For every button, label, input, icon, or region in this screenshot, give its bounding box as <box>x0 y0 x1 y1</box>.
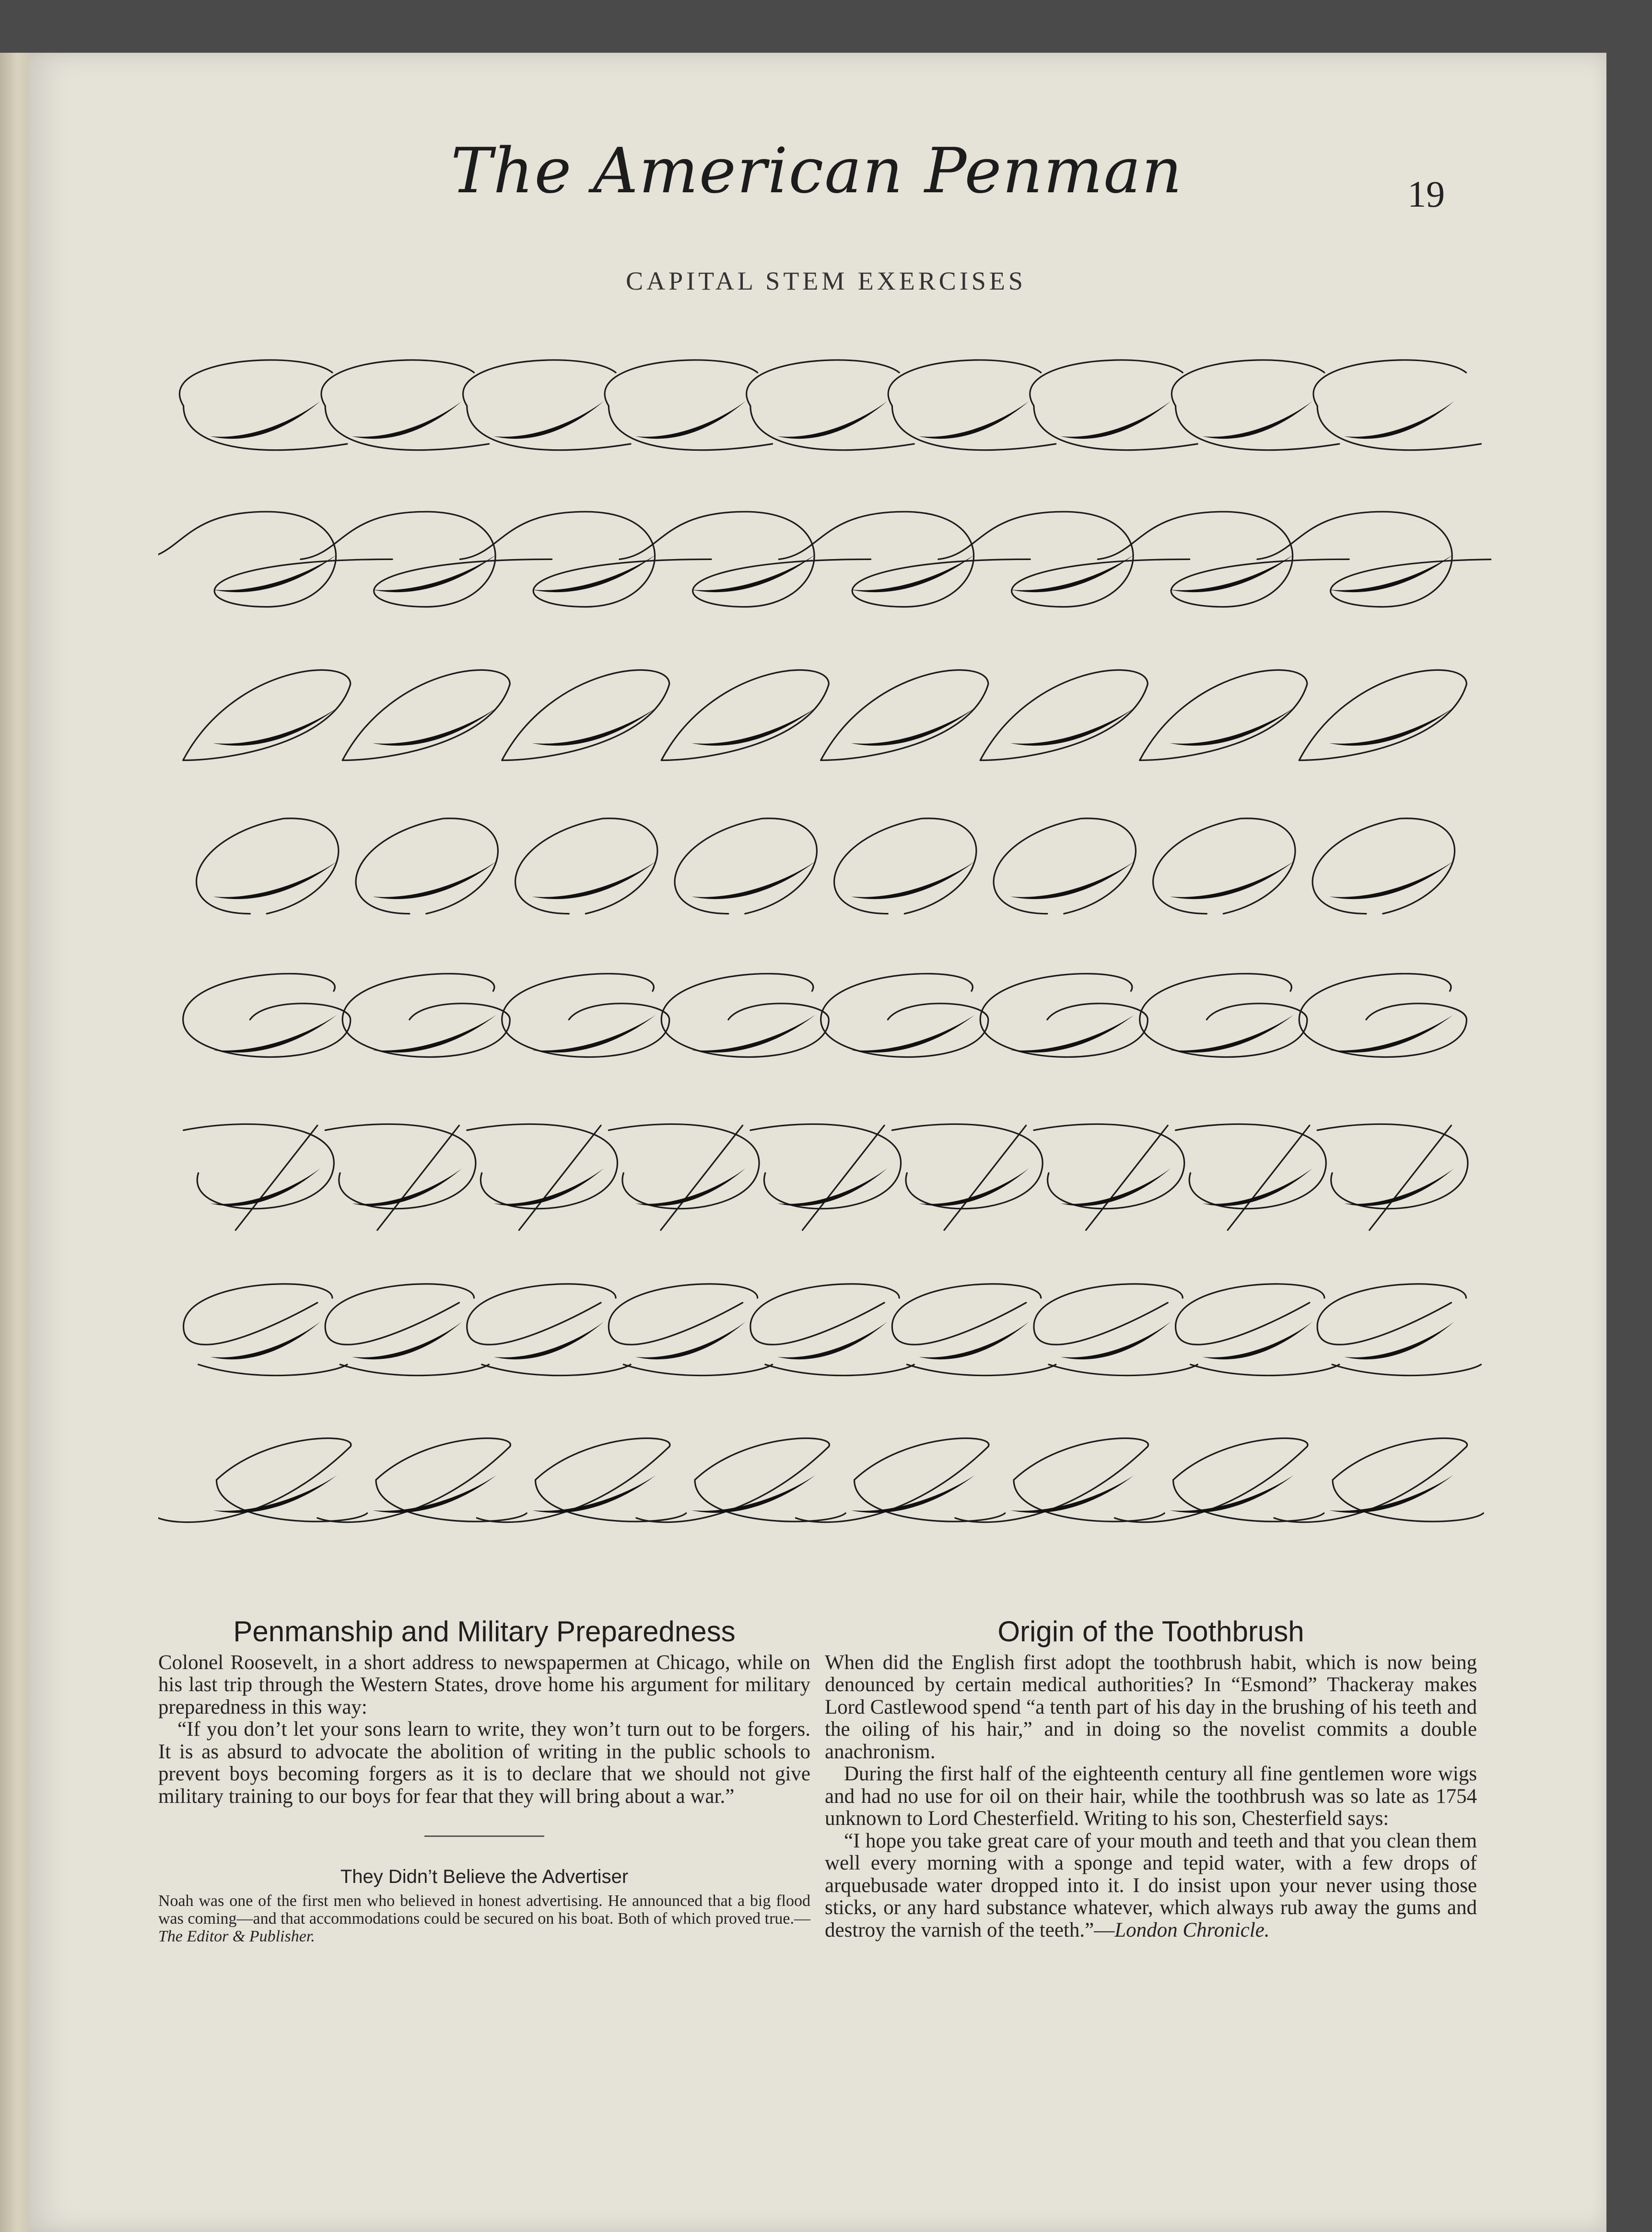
shaded-stroke <box>1010 554 1134 592</box>
capital-stem-stroke <box>1098 512 1349 607</box>
capital-stem-stroke <box>1299 670 1466 760</box>
capital-stem-stroke <box>609 1124 759 1230</box>
capital-stem-stroke <box>317 1438 527 1522</box>
shaded-stroke <box>851 1475 975 1513</box>
toothbrush-source: London Chronicle. <box>1114 1918 1270 1941</box>
shaded-stroke <box>777 1321 888 1359</box>
capital-stem-stroke <box>750 1124 901 1230</box>
capital-stem-stroke <box>1317 1284 1481 1376</box>
capital-stem-stroke <box>502 974 669 1057</box>
hairline-stroke <box>463 360 631 450</box>
capital-stem-stroke <box>1172 360 1339 450</box>
shaded-stroke <box>373 861 496 899</box>
page-number: 19 <box>1407 173 1445 215</box>
hairline-stroke <box>1176 1284 1339 1376</box>
capital-stem-stroke <box>661 670 829 760</box>
article-heading-toothbrush: Origin of the Toothbrush <box>997 1615 1304 1648</box>
capital-stem-stroke <box>477 1438 686 1522</box>
shaded-stroke <box>373 554 496 592</box>
section-divider <box>424 1835 544 1837</box>
capital-stem-stroke <box>184 1124 334 1230</box>
capital-stem-stroke <box>747 360 914 450</box>
hairline-stroke <box>609 1124 759 1230</box>
shaded-stroke <box>851 708 975 746</box>
shaded-stroke <box>1010 1475 1134 1513</box>
hairline-stroke <box>325 1124 476 1230</box>
hairline-stroke <box>1176 1124 1326 1230</box>
capital-stem-stroke <box>1312 818 1454 914</box>
capital-stem-stroke <box>821 670 988 760</box>
capital-stem-stroke <box>750 1284 914 1376</box>
shaded-stroke <box>1344 401 1454 439</box>
capital-stem-stroke <box>197 818 339 914</box>
shaded-stroke <box>635 1168 746 1206</box>
shaded-stroke <box>494 401 604 439</box>
shaded-stroke <box>494 1168 604 1206</box>
shaded-stroke <box>373 1015 496 1052</box>
hairline-stroke <box>502 974 669 1057</box>
hairline-stroke <box>888 360 1056 450</box>
article-paragraph: During the first half of the eighteenth century all fine gentlemen wore wigs and had no use for oil on their hair, while the toothbrush was so late as 1754 unknown to Lord Chesterfield. Writing to his son, Chesterfield says: <box>825 1763 1477 1830</box>
shaded-stroke <box>1061 1321 1171 1359</box>
shaded-stroke <box>213 708 337 746</box>
article-heading-penmanship: Penmanship and Military Preparedness <box>233 1615 736 1648</box>
shaded-stroke <box>213 554 337 592</box>
hairline-stroke <box>994 818 1136 914</box>
shaded-stroke <box>691 708 815 746</box>
capital-stem-stroke <box>467 1284 631 1376</box>
hairline-stroke <box>834 818 976 914</box>
capital-stem-stroke <box>325 1124 476 1230</box>
shaded-stroke <box>373 708 496 746</box>
hairline-stroke <box>779 512 1030 607</box>
facing-page-edge <box>0 53 29 2232</box>
shaded-stroke <box>532 1015 656 1052</box>
shaded-stroke <box>919 1168 1029 1206</box>
capital-stem-stroke <box>779 512 1030 607</box>
hairline-stroke <box>158 512 392 607</box>
hairline-stroke <box>516 818 657 914</box>
hairline-stroke <box>675 818 817 914</box>
hairline-stroke <box>467 1284 631 1376</box>
shaded-stroke <box>1170 861 1294 899</box>
hairline-stroke <box>197 818 339 914</box>
hairline-stroke <box>1030 360 1198 450</box>
capital-stem-stroke <box>301 512 552 607</box>
capital-stem-stroke <box>158 1438 367 1522</box>
masthead-title: The American Penman <box>451 134 1183 207</box>
hairline-stroke <box>467 1124 618 1230</box>
capital-stem-stroke <box>467 1124 618 1230</box>
shaded-stroke <box>1010 1015 1134 1052</box>
capital-stem-stroke <box>502 670 669 760</box>
shaded-stroke <box>373 1475 496 1513</box>
article-paragraph: Colonel Roosevelt, in a short address to newspapermen at Chicago, while on his last trip through the Western States, drove home his argument for military preparedness in this way: <box>158 1651 810 1718</box>
capital-stem-stroke <box>675 818 817 914</box>
hairline-stroke <box>821 974 988 1057</box>
hairline-stroke <box>892 1284 1055 1376</box>
exercise-plate-title: CAPITAL STEM EXERCISES <box>626 267 1026 295</box>
capital-stem-stroke <box>1030 360 1198 450</box>
article-paragraph: When did the English first adopt the toothbrush habit, which is now being denounced by certain medical authorities? In “Esmond” Thackeray makes Lord Castlewood spend “a tenth part of his day in the brushing of his teeth and the oiling of his hair,” and in doing so the novelist commits a double anachronism. <box>825 1651 1477 1763</box>
hairline-stroke <box>661 974 829 1057</box>
capital-stem-stroke <box>888 360 1056 450</box>
capital-stem-stroke <box>184 1284 347 1376</box>
shaded-stroke <box>352 1321 462 1359</box>
capital-stem-stroke <box>620 512 871 607</box>
capital-stem-stroke <box>821 974 988 1057</box>
hairline-stroke <box>183 974 351 1057</box>
capital-stem-stroke <box>1140 670 1307 760</box>
shaded-stroke <box>777 401 888 439</box>
capital-stem-stroke <box>183 974 351 1057</box>
shaded-stroke <box>532 861 656 899</box>
hairline-stroke <box>1140 974 1307 1057</box>
shaded-stroke <box>919 401 1029 439</box>
hairline-stroke <box>1317 1124 1468 1230</box>
shaded-stroke <box>635 1321 746 1359</box>
hairline-stroke <box>1317 1284 1481 1376</box>
article-heading-advertiser: They Didn’t Believe the Advertiser <box>340 1866 629 1887</box>
shaded-stroke <box>851 554 975 592</box>
shaded-stroke <box>691 1475 815 1513</box>
shaded-stroke <box>213 861 337 899</box>
shaded-stroke <box>210 401 320 439</box>
left-column <box>158 1615 810 1945</box>
shaded-stroke <box>777 1168 888 1206</box>
shaded-stroke <box>352 1168 462 1206</box>
hairline-stroke <box>301 512 552 607</box>
hairline-stroke <box>1034 1124 1184 1230</box>
capital-stem-stroke <box>342 974 510 1057</box>
capital-stem-stroke <box>1274 1438 1483 1522</box>
capital-stem-stroke <box>463 360 631 450</box>
shaded-stroke <box>1170 708 1294 746</box>
shaded-stroke <box>919 1321 1029 1359</box>
capital-stem-stroke <box>636 1438 845 1522</box>
shaded-stroke <box>494 1321 604 1359</box>
shaded-stroke <box>1329 554 1453 592</box>
shaded-stroke <box>532 708 656 746</box>
capital-stem-stroke <box>1176 1284 1339 1376</box>
capital-stem-stroke <box>892 1124 1043 1230</box>
shaded-stroke <box>532 554 656 592</box>
shaded-stroke <box>691 554 815 592</box>
shaded-stroke <box>1202 401 1312 439</box>
capital-stem-stroke <box>1140 974 1307 1057</box>
hairline-stroke <box>1098 512 1349 607</box>
hairline-stroke <box>938 512 1190 607</box>
penmanship-exercise-plate <box>158 326 1491 1554</box>
hairline-stroke <box>1172 360 1339 450</box>
hairline-stroke <box>605 360 773 450</box>
shaded-stroke <box>691 1015 815 1052</box>
capital-stem-stroke <box>183 670 351 760</box>
shaded-stroke <box>1329 708 1453 746</box>
shaded-stroke <box>1170 554 1294 592</box>
capital-stem-stroke <box>605 360 773 450</box>
shaded-stroke <box>213 1475 337 1513</box>
shaded-stroke <box>210 1321 320 1359</box>
shaded-stroke <box>1202 1321 1312 1359</box>
exercise-drawing <box>158 326 1491 1554</box>
capital-stem-stroke <box>1317 1124 1468 1230</box>
shaded-stroke <box>1344 1168 1454 1206</box>
hairline-stroke <box>179 360 347 450</box>
hairline-stroke <box>356 818 498 914</box>
capital-stem-stroke <box>661 974 829 1057</box>
hairline-stroke <box>620 512 871 607</box>
capital-stem-stroke <box>938 512 1190 607</box>
advertiser-text: Noah was one of the first men who believed in honest advertising. He announced that a big flood was coming—and that accommodations could be secured on his boat. Both of which proved true.— <box>158 1892 810 1928</box>
hairline-stroke <box>1312 818 1454 914</box>
capital-stem-stroke <box>158 512 392 607</box>
hairline-stroke <box>747 360 914 450</box>
hairline-stroke <box>1034 1284 1197 1376</box>
capital-stem-stroke <box>609 1284 772 1376</box>
capital-stem-stroke <box>356 818 498 914</box>
capital-stem-stroke <box>1313 360 1481 450</box>
shaded-stroke <box>1329 1015 1453 1052</box>
article-paragraph <box>825 1830 1477 1942</box>
capital-stem-stroke <box>980 974 1148 1057</box>
shaded-stroke <box>352 401 462 439</box>
hairline-stroke <box>184 1284 347 1376</box>
capital-stem-stroke <box>1034 1124 1184 1230</box>
capital-stem-stroke <box>955 1438 1164 1522</box>
capital-stem-stroke <box>1034 1284 1197 1376</box>
hairline-stroke <box>892 1124 1043 1230</box>
capital-stem-stroke <box>980 670 1148 760</box>
right-column <box>825 1615 1477 1941</box>
hairline-stroke <box>325 1284 489 1376</box>
shaded-stroke <box>635 401 746 439</box>
hairline-stroke <box>460 512 711 607</box>
hairline-stroke <box>750 1284 914 1376</box>
hairline-stroke <box>1313 360 1481 450</box>
capital-stem-stroke <box>1153 818 1295 914</box>
shaded-stroke <box>210 1168 320 1206</box>
hairline-stroke <box>342 974 510 1057</box>
hairline-stroke <box>750 1124 901 1230</box>
shaded-stroke <box>1329 1475 1453 1513</box>
shaded-stroke <box>1170 1015 1294 1052</box>
shaded-stroke <box>851 1015 975 1052</box>
capital-stem-stroke <box>179 360 347 450</box>
shaded-stroke <box>1061 1168 1171 1206</box>
hairline-stroke <box>1299 974 1466 1057</box>
shaded-stroke <box>1010 861 1134 899</box>
hairline-stroke <box>980 974 1148 1057</box>
article-body-advertiser <box>158 1892 810 1945</box>
shaded-stroke <box>851 861 975 899</box>
capital-stem-stroke <box>342 670 510 760</box>
hairline-stroke <box>321 360 489 450</box>
shaded-stroke <box>213 1015 337 1052</box>
capital-stem-stroke <box>1299 974 1466 1057</box>
shaded-stroke <box>1170 1475 1294 1513</box>
capital-stem-stroke <box>321 360 489 450</box>
shaded-stroke <box>1010 708 1134 746</box>
capital-stem-stroke <box>1176 1124 1326 1230</box>
masthead <box>451 120 1183 225</box>
capital-stem-stroke <box>892 1284 1055 1376</box>
capital-stem-stroke <box>834 818 976 914</box>
quote-text: “I hope you take great care of your mouth and teeth and that you clean them well every morning with a sponge and tepid water, with a few drops of arquebusade water dropped into it. I do insist upon your never using those sticks, or any hard substance whatever, which always rub away the gums and destroy the varnish of the teeth.”— <box>825 1829 1477 1941</box>
hairline-stroke <box>184 1124 334 1230</box>
capital-stem-stroke <box>325 1284 489 1376</box>
hairline-stroke <box>609 1284 772 1376</box>
hairline-stroke <box>1153 818 1295 914</box>
shaded-stroke <box>532 1475 656 1513</box>
shaded-stroke <box>1202 1168 1312 1206</box>
advertiser-source: The Editor & Publisher. <box>158 1927 315 1945</box>
shaded-stroke <box>1329 861 1453 899</box>
shaded-stroke <box>1344 1321 1454 1359</box>
capital-stem-stroke <box>994 818 1136 914</box>
capital-stem-stroke <box>1114 1438 1324 1522</box>
capital-stem-stroke <box>516 818 657 914</box>
capital-stem-stroke <box>796 1438 1005 1522</box>
capital-stem-stroke <box>460 512 711 607</box>
shaded-stroke <box>1061 401 1171 439</box>
article-paragraph: “If you don’t let your sons learn to write, they won’t turn out to be forgers. It is as absurd to advocate the abolition of writing in the public schools to prevent boys becoming forgers as it is to declare that we should not give military training to our boys for fear that they will bring about a war.” <box>158 1718 810 1808</box>
shaded-stroke <box>691 861 815 899</box>
